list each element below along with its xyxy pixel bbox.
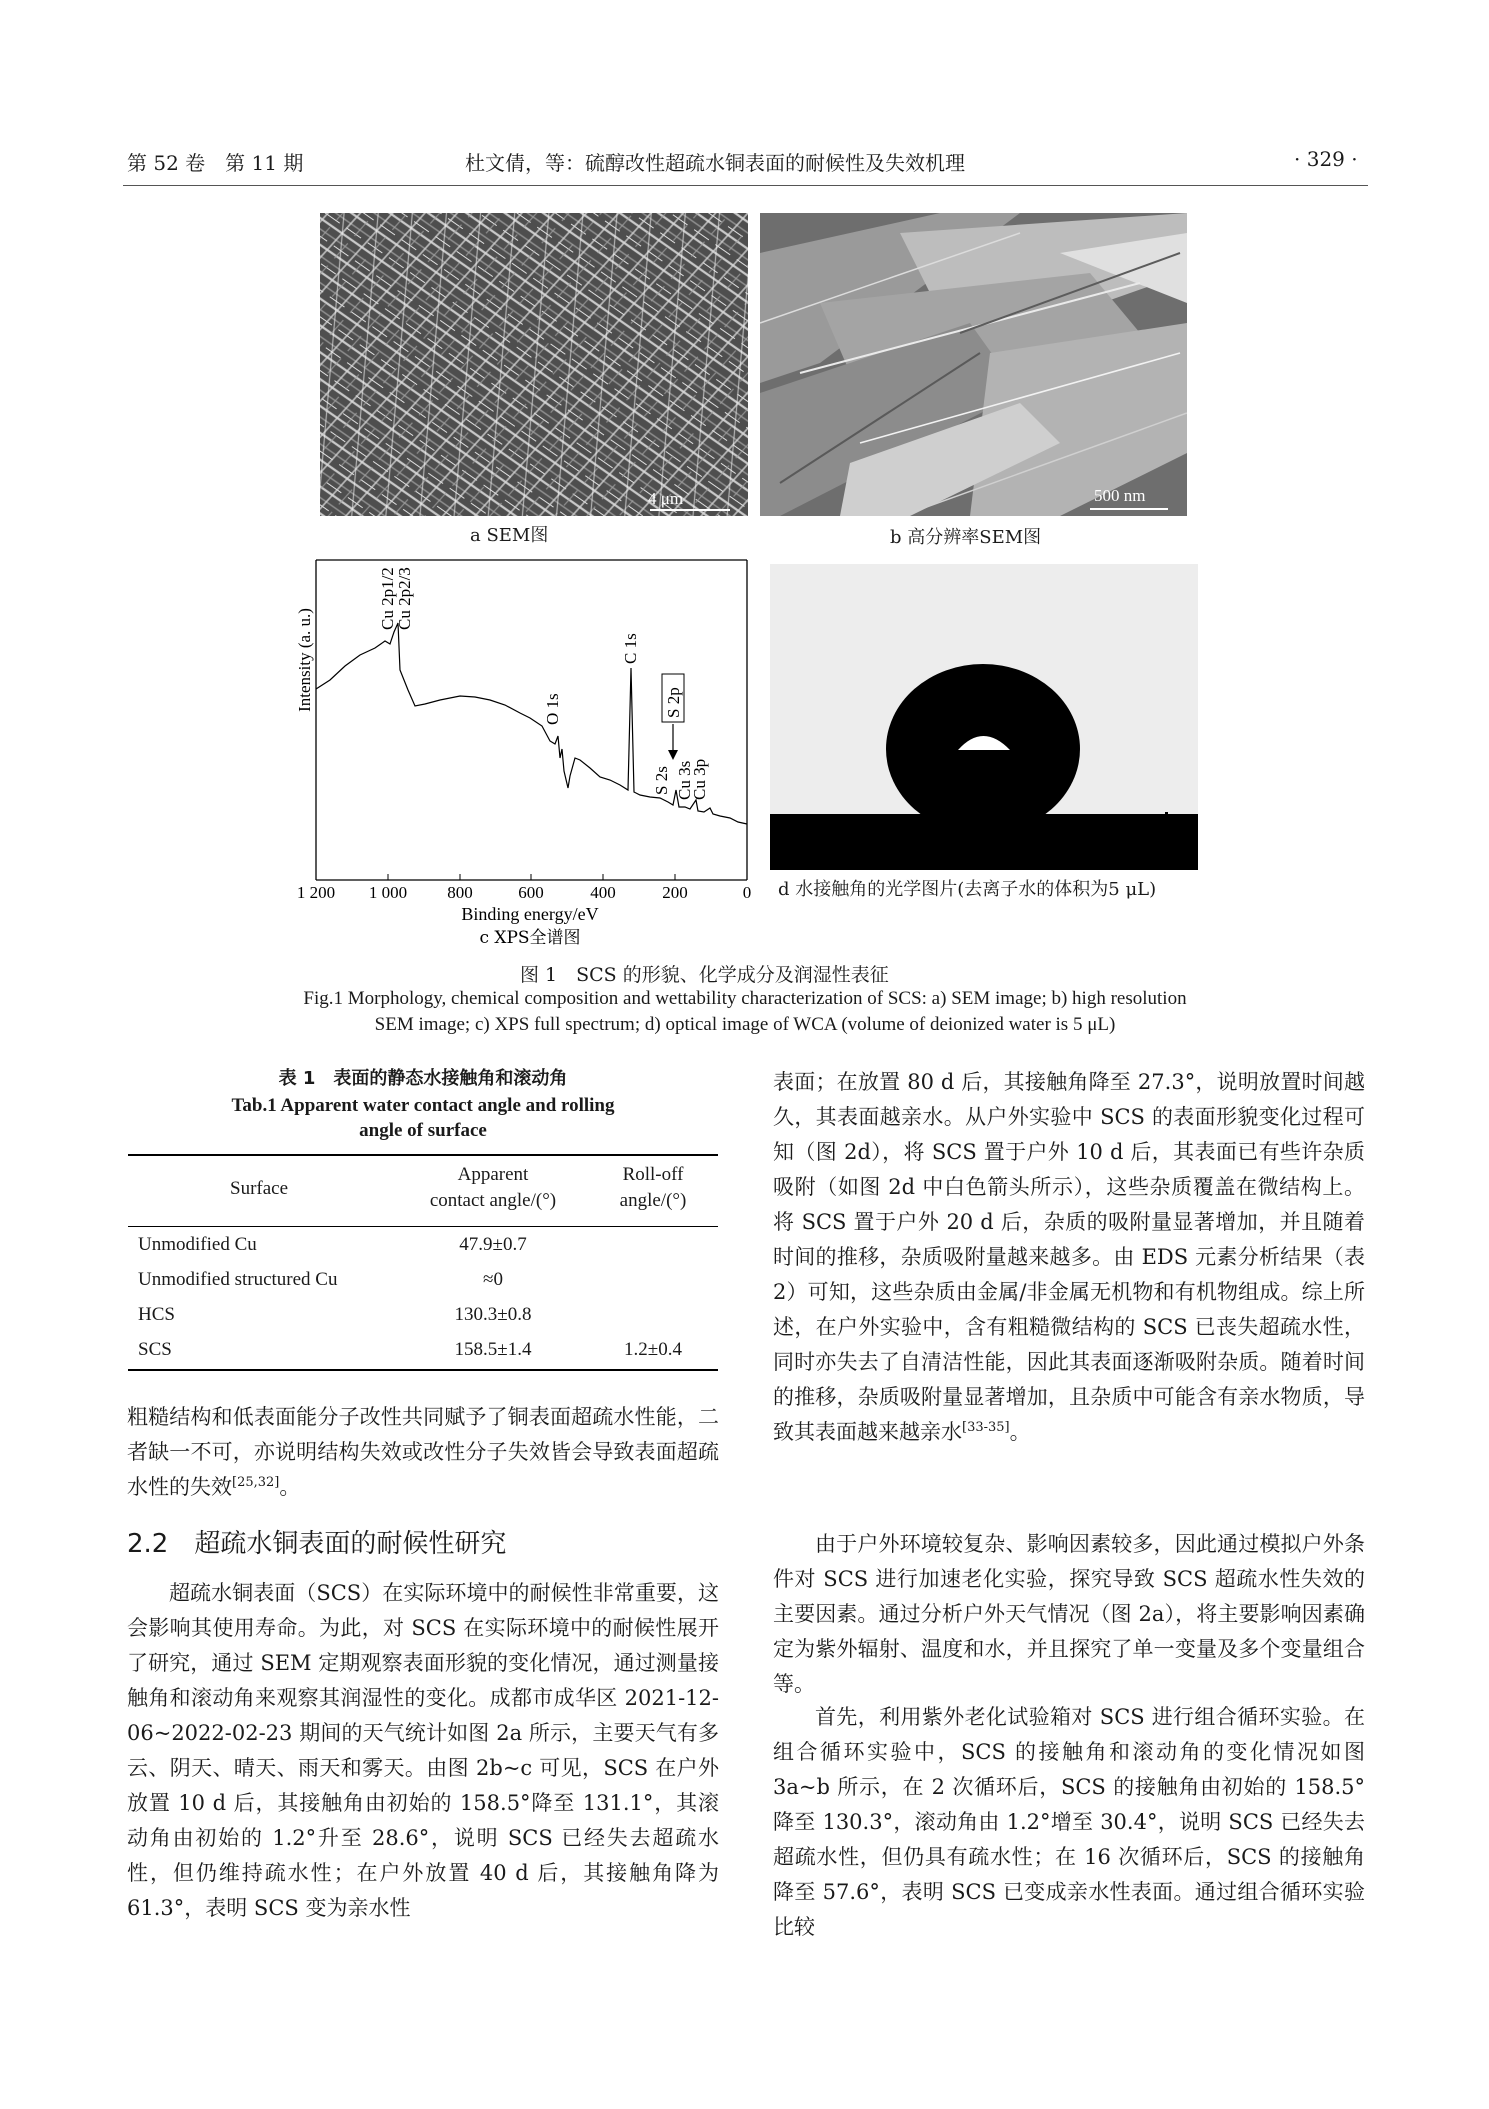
figure-caption-en-line1: Fig.1 Morphology, chemical composition and wettability characterization of SCS: a) SEM image; b) high resolution — [303, 988, 1187, 1009]
xps-x-tick: 800 — [447, 883, 473, 902]
table-cell-contact: 158.5±1.4 — [454, 1339, 532, 1360]
xps-peak-s2p: S 2p — [664, 687, 683, 718]
xps-peak-s2s: S 2s — [652, 766, 671, 795]
panel-label-d: d 水接触角的光学图片(去离子水的体积为5 μL) — [778, 879, 1157, 900]
table-cell-surface: HCS — [138, 1304, 175, 1325]
xps-peak-c1s: C 1s — [621, 633, 640, 664]
header-rule — [123, 185, 1368, 186]
right-paragraph-1-end: 。 — [1009, 1420, 1031, 1444]
panel-label-a: a SEM图 — [470, 525, 549, 546]
xps-x-label: Binding energy/eV — [461, 904, 599, 924]
table-cell-surface: Unmodified Cu — [138, 1234, 257, 1255]
left-paragraph-1 — [127, 1400, 719, 1505]
xps-x-tick: 400 — [590, 883, 616, 902]
xps-x-tick: 200 — [662, 883, 688, 902]
scale-label-b: 500 nm — [1094, 486, 1146, 505]
xps-x-tick: 1 000 — [368, 883, 408, 902]
table-caption-en-line2: angle of surface — [359, 1120, 487, 1141]
table-row — [128, 1227, 718, 1262]
left-paragraph-1-text: 粗糙结构和低表面能分子改性共同赋予了铜表面超疏水性能，二者缺一不可，亦说明结构失效或改性分子失效皆会导致表面超疏水性的失效 — [127, 1405, 719, 1499]
header-page-number: · 329 · — [1294, 147, 1358, 171]
xps-peak-cu2p12: Cu 2p1/2 — [378, 567, 397, 630]
table-cell-surface: SCS — [138, 1339, 172, 1360]
xps-peak-cu3p: Cu 3p — [690, 758, 709, 800]
figure-caption-en-line2: SEM image; c) XPS full spectrum; d) optical image of WCA (volume of deionized water is 5 μL) — [374, 1014, 1116, 1035]
table-header-apparent: Apparent — [457, 1164, 529, 1185]
right-paragraph-1 — [773, 1065, 1365, 1450]
right-paragraph-1-text: 表面；在放置 80 d 后，其接触角降至 27.3°，说明放置时间越久，其表面越亲水。从户外实验中 SCS 的表面形貌变化过程可知（图 2d），将 SCS 置于户外 10 d 后，其表面已有些许杂质吸附（如图 2d 中白色箭头所示），这些杂质覆盖在微结构上。将 SCS 置于户外 20 d 后，杂质的吸附量显著增加，并且随着时间的推移，杂质吸附量越来越多。由 EDS 元素分析结果（表 2）可知，这些杂质由金属/非金属无机物和有机物组成。综上所述，在户外实验中，含有粗糙微结构的 SCS 已丧失超疏水性，同时亦失去了自清洁性能，因此其表面逐渐吸附杂质。随着时间的推移，杂质吸附量显著增加，且杂质中可能含有亲水物质，导致其表面越来越亲水 — [773, 1070, 1365, 1444]
sem-texture-a — [320, 213, 748, 516]
table-header-surface: Surface — [230, 1178, 289, 1199]
xps-x-tick: 1 200 — [296, 883, 336, 902]
table-cell-contact: 130.3±0.8 — [454, 1304, 532, 1325]
table-header-row — [128, 1156, 718, 1226]
right-paragraph-2: 由于户外环境较复杂、影响因素较多，因此通过模拟户外条件对 SCS 进行加速老化实验，探究导致 SCS 超疏水性失效的主要因素。通过分析户外天气情况（图 2a），将主要影响因素确定为紫外辐射、温度和水，并且探究了单一变量及多个变量组合等。 — [773, 1532, 1365, 1696]
scale-bar-b — [1090, 508, 1168, 510]
xps-s2p-arrowhead — [668, 750, 678, 760]
section-heading: 2.2 超疏水铜表面的耐候性研究 — [127, 1529, 507, 1559]
sem-texture-b — [760, 213, 1187, 516]
table-row — [128, 1262, 718, 1297]
sem-image-b — [760, 213, 1187, 516]
table-caption-cn: 表 1 表面的静态水接触角和滚动角 — [278, 1068, 568, 1089]
citation-ref: [25,32] — [232, 1475, 280, 1490]
table-cell-contact: 47.9±0.7 — [459, 1234, 527, 1255]
left-paragraph-1-end: 。 — [279, 1475, 301, 1499]
xps-peak-cu2p23: Cu 2p2/3 — [395, 567, 414, 630]
xps-x-tick: 600 — [518, 883, 544, 902]
sem-image-a — [320, 213, 748, 516]
table-header-contact-angle: contact angle/(°) — [429, 1190, 557, 1211]
table-cell-rolloff: 1.2±0.4 — [624, 1339, 682, 1360]
table-caption-en-line1: Tab.1 Apparent water contact angle and rolling — [231, 1095, 615, 1116]
xps-peak-cu3s: Cu 3s — [675, 760, 694, 800]
figure-caption-cn: 图 1 SCS 的形貌、化学成分及润湿性表征 — [520, 964, 889, 986]
table-cell-surface: Unmodified structured Cu — [138, 1269, 338, 1290]
table-bottom-rule — [128, 1369, 718, 1371]
table-row — [128, 1332, 718, 1369]
panel-label-c: c XPS全谱图 — [479, 928, 581, 948]
xps-x-tick: 0 — [742, 883, 752, 902]
right-paragraph-3: 首先，利用紫外老化试验箱对 SCS 进行组合循环实验。在组合循环实验中，SCS 的接触角和滚动角的变化情况如图 3a~b 所示，在 2 次循环后，SCS 的接触角由初始的 158.5°降至 130.3°，滚动角由 1.2°增至 30.4°，说明 SCS 已经失去超疏水性，但仍具有疏水性；在 16 次循环后，SCS 的接触角降至 57.6°，表明 SCS 已变成亲水性表面。通过组合循环实验比较 — [773, 1705, 1365, 1939]
droplet-graphic — [770, 564, 1198, 870]
table-cell-contact: ≈0 — [483, 1269, 503, 1290]
xps-y-label: Intensity (a. u.) — [295, 608, 314, 712]
xps-peak-o1s: O 1s — [543, 693, 562, 725]
citation-ref: [33-35] — [962, 1420, 1010, 1435]
table-1 — [128, 1154, 718, 1371]
table-header-rolloff-angle: angle/(°) — [619, 1190, 687, 1211]
table-row — [128, 1297, 718, 1332]
scale-bar-a — [650, 509, 730, 511]
xps-chart — [290, 550, 760, 960]
table-header-rolloff: Roll-off — [622, 1164, 684, 1185]
contact-angle-image — [770, 564, 1198, 870]
left-paragraph-2: 超疏水铜表面（SCS）在实际环境中的耐候性非常重要，这会影响其使用寿命。为此，对 SCS 在实际环境中的耐候性展开了研究，通过 SEM 定期观察表面形貌的变化情况，通过测量接触角和滚动角来观察其润湿性的变化。成都市成华区 2021-12-06~2022-02-23 期间的天气统计如图 2a 所示，主要天气有多云、阴天、晴天、雨天和雾天。由图 2b~c 可见，SCS 在户外放置 10 d 后，其接触角由初始的 158.5°降至 131.1°，其滚动角由初始的 1.2°升至 28.6°，说明 SCS 已经失去超疏水性，但仍维持疏水性；在户外放置 40 d 后，其接触角降为 61.3°，表明 SCS 变为亲水性 — [127, 1581, 719, 1920]
scale-label-a: 4 μm — [648, 489, 684, 508]
header-volume: 第 52 卷 第 11 期 — [127, 151, 304, 175]
header-title: 杜文倩，等：硫醇改性超疏水铜表面的耐候性及失效机理 — [465, 151, 965, 175]
panel-label-b: b 高分辨率SEM图 — [890, 527, 1042, 548]
